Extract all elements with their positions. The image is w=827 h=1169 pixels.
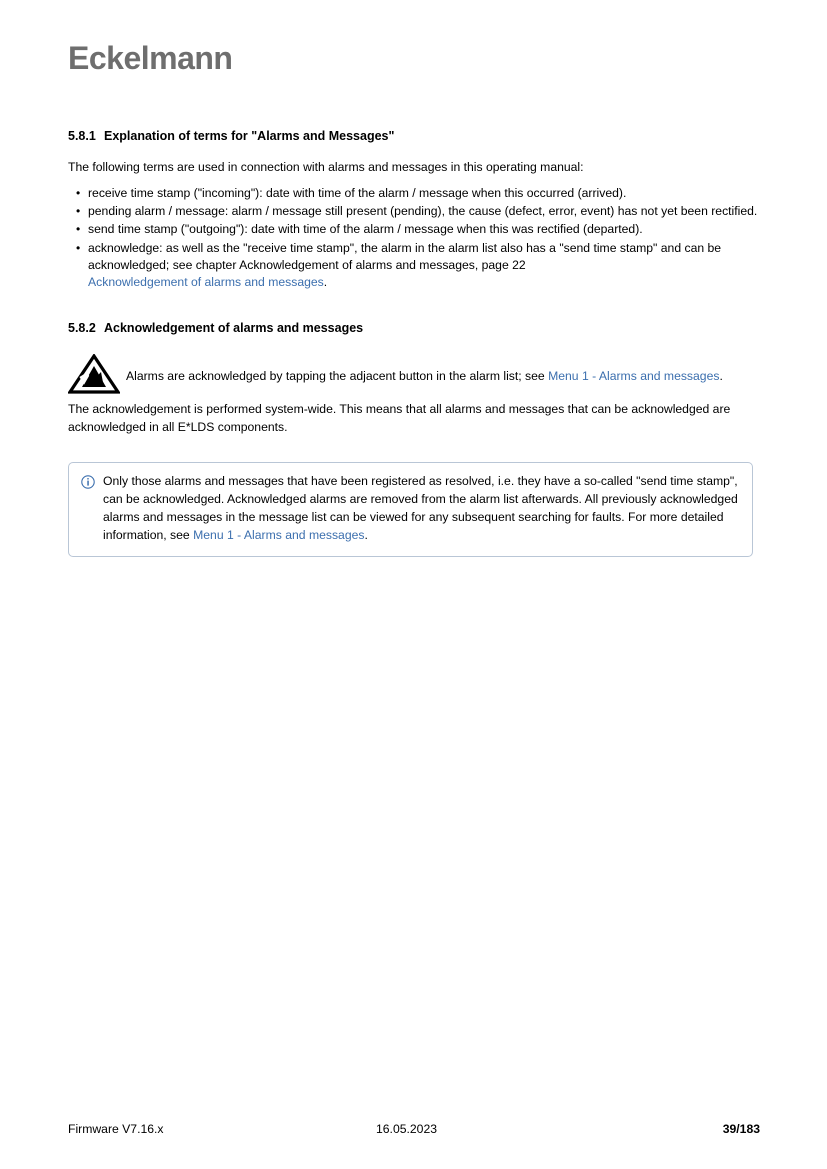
section-heading-5-8-2	[68, 320, 760, 337]
note-text-after-link: .	[364, 527, 368, 542]
acknowledgement-text-before-link: Alarms are acknowledged by tapping the adjacent button in the alarm list; see	[126, 369, 549, 384]
list-item-text: pending alarm / message: alarm / message still present (pending), the cause (defect, error, event) has not yet been rectified.	[88, 203, 758, 218]
terms-list	[68, 185, 760, 292]
list-item	[68, 203, 760, 220]
section-title: Acknowledgement of alarms and messages	[104, 320, 364, 335]
section-number: 5.8.2	[68, 320, 96, 335]
warning-triangle-icon	[68, 354, 120, 400]
acknowledgement-block	[68, 354, 760, 436]
menu-alarms-link[interactable]: Menu 1 - Alarms and messages	[548, 369, 720, 384]
list-item-suffix: .	[323, 275, 328, 290]
page-content	[68, 128, 760, 557]
list-item	[68, 221, 760, 238]
note-menu-alarms-link[interactable]: Menu 1 - Alarms and messages	[193, 527, 365, 542]
note-text-before-link: Only those alarms and messages that have been registered as resolved, i.e. they have a so-called "send time stamp", can be acknowledged. Acknowledged alarms are removed from the alarm list afterwards. All previously acknowledged alarms and messages in the message list can be viewed for any subsequent searching for faults. For more detailed information, see	[103, 474, 738, 542]
footer-page-number: 39/183	[722, 1122, 760, 1136]
info-note-box	[68, 462, 753, 557]
list-item-text: acknowledge: as well as the "receive time stamp", the alarm in the alarm list also has a "send time stamp" and can be acknowledged; see chapter Acknowledgement of alarms and messages, page 22	[88, 240, 722, 272]
section-title: Explanation of terms for "Alarms and Messages"	[104, 129, 395, 143]
info-note-text	[103, 473, 738, 544]
list-item-text: send time stamp ("outgoing"): date with time of the alarm / message when this was rectified (departed).	[88, 222, 643, 237]
acknowledgement-paragraph: The acknowledgement is performed system-wide. This means that all alarms and messages that can be acknowledged are acknowledged in all E*LDS components.	[68, 402, 731, 434]
acknowledgement-text-after-link: .	[719, 369, 723, 384]
section-heading-5-8-1	[68, 128, 760, 145]
section-intro-paragraph: The following terms are used in connection with alarms and messages in this operating manual:	[68, 159, 584, 174]
section-number: 5.8.1	[68, 129, 96, 143]
list-item	[68, 240, 760, 292]
list-item-text: receive time stamp ("incoming"): date with time of the alarm / message when this occurred (arrived).	[88, 185, 627, 200]
footer-date: 16.05.2023	[376, 1122, 437, 1136]
cross-reference-link[interactable]: Acknowledgement of alarms and messages	[88, 275, 324, 290]
acknowledgement-line	[68, 354, 760, 400]
info-circle-icon	[81, 475, 95, 494]
company-logo: Eckelmann	[68, 40, 233, 76]
footer-firmware-version: Firmware V7.16.x	[68, 1122, 164, 1136]
list-item	[68, 185, 760, 202]
section-5-8-2	[68, 320, 760, 558]
